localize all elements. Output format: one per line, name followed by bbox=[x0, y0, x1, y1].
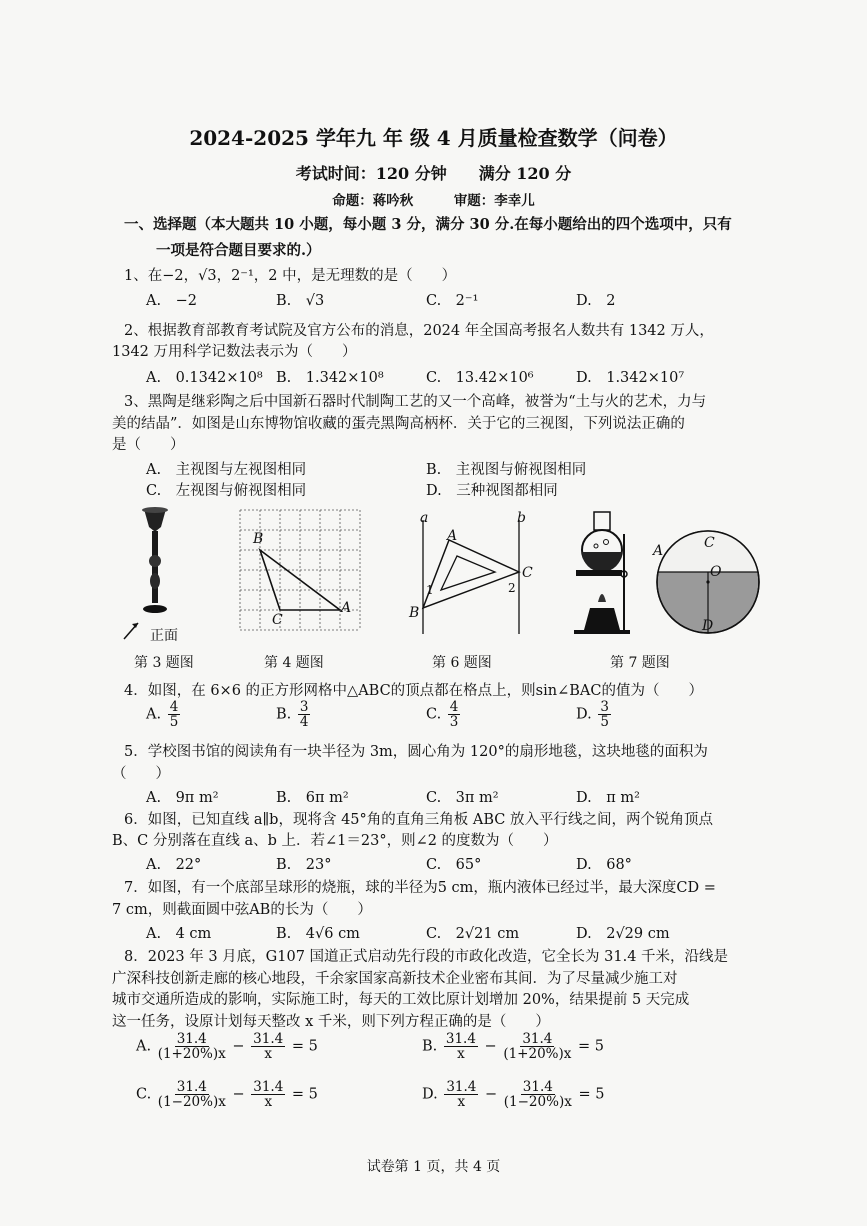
q6-option-d: D. 68° bbox=[576, 857, 632, 873]
q2-option-c: C. 13.42×10⁶ bbox=[426, 370, 534, 386]
q2-option-a: A. 0.1342×10⁸ bbox=[146, 370, 263, 386]
section-heading: 一、选择题（本大题共 10 小题，每小题 3 分，满分 30 分.在每小题给出的四个选项中，只有 bbox=[124, 216, 732, 233]
q7-option-c: C. 2√21 cm bbox=[426, 926, 520, 942]
question-7: 7．如图，有一个底部呈球形的烧瓶，球的半径为5 cm，瓶内液体已经过半，最大深度CD = bbox=[124, 880, 716, 896]
question-8-cont2: 城市交通所造成的影响，实际施工时，每天的工效比原计划增加 20%，结果提前 5 天完成 bbox=[112, 992, 690, 1008]
figure-6-label-b: B bbox=[409, 605, 420, 621]
q6-option-c: C. 65° bbox=[426, 857, 482, 873]
q3-option-d: D. 三种视图都相同 bbox=[426, 483, 558, 499]
question-8-cont1: 广深科技创新走廊的核心地段，千余家国家高新技术企业密布其间．为了尽量减少施工对 bbox=[112, 971, 678, 987]
exam-time-line: 考试时间：120 分钟 满分 120 分 bbox=[295, 164, 572, 183]
question-1: 1、在−2，√3，2⁻¹，2 中，是无理数的是（ ） bbox=[124, 268, 457, 284]
question-3: 3、黑陶是继彩陶之后中国新石器时代制陶工艺的又一个高峰，被誉为“土与火的艺术，力与 bbox=[124, 394, 707, 410]
question-2-cont: 1342 万用科学记数法表示为（ ） bbox=[112, 344, 357, 360]
q6-option-b: B. 23° bbox=[276, 857, 332, 873]
q7-option-d: D. 2√29 cm bbox=[576, 926, 670, 942]
q8-option-b: B. $\frac{31.4}{x}$ − $\frac{31.4}{(1+20\%)x}$ = 5 bbox=[422, 1031, 604, 1063]
figure-6-label-c: C bbox=[522, 565, 533, 581]
q8-option-c: C. $\frac{31.4}{(1-20\%)x}$ − $\frac{31.4}{x}$ = 5 bbox=[136, 1079, 318, 1111]
figure-7-label-c: C bbox=[704, 535, 715, 551]
q4-option-b: B. $\frac{3}{4}$ bbox=[276, 699, 309, 731]
section-heading-cont: 一项是符合题目要求的.） bbox=[156, 242, 321, 259]
figure-7-caption: 第 7 题图 bbox=[610, 655, 670, 671]
question-3-cont1: 美的结晶”．如图是山东博物馆收藏的蛋壳黑陶高柄杯．关于它的三视图，下列说法正确的 bbox=[112, 416, 685, 432]
q3-option-c: C. 左视图与俯视图相同 bbox=[146, 483, 307, 499]
figure-6-caption: 第 6 题图 bbox=[432, 655, 492, 671]
figure-6-label-a-line: a bbox=[420, 510, 429, 526]
q8-option-d: D. $\frac{31.4}{x}$ − $\frac{31.4}{(1-20\%)x}$ = 5 bbox=[422, 1079, 605, 1111]
figure-4-label-c: C bbox=[272, 612, 283, 628]
question-6-cont: B、C 分别落在直线 a、b 上．若∠1＝23°，则∠2 的度数为（ ） bbox=[112, 833, 558, 849]
q5-option-d: D. π m² bbox=[576, 790, 640, 806]
figure-6-angle-2: 2 bbox=[508, 581, 516, 595]
question-5: 5．学校图书馆的阅读角有一块半径为 3m，圆心角为 120°的扇形地毯，这块地毯的面积为 bbox=[124, 744, 708, 760]
question-2: 2、根据教育部教育考试院及官方公布的消息，2024 年全国高考报名人数共有 1342 万人， bbox=[124, 323, 714, 339]
figure-6-label-a: A bbox=[447, 528, 458, 544]
figure-3-pottery-cup bbox=[120, 505, 190, 645]
q5-option-c: C. 3π m² bbox=[426, 790, 499, 806]
figure-4-label-a: A bbox=[341, 600, 352, 616]
q3-option-a: A. 主视图与左视图相同 bbox=[146, 462, 307, 478]
figure-4-label-b: B bbox=[253, 531, 264, 547]
figure-7-label-d: D bbox=[702, 618, 714, 634]
q5-option-b: B. 6π m² bbox=[276, 790, 349, 806]
question-5-cont: （ ） bbox=[112, 766, 170, 782]
q2-option-b: B. 1.342×10⁸ bbox=[276, 370, 384, 386]
figure-6-angle-1: 1 bbox=[426, 583, 434, 597]
figure-7-label-o: O bbox=[710, 564, 722, 580]
q4-option-d: D. $\frac{3}{5}$ bbox=[576, 699, 609, 731]
page-title: 2024-2025 学年九 年 级 4 月质量检查数学（问卷） bbox=[189, 126, 678, 150]
figure-7-flask-apparatus bbox=[570, 506, 634, 636]
q1-option-b: B. √3 bbox=[276, 293, 325, 309]
q1-option-c: C. 2⁻¹ bbox=[426, 293, 479, 309]
q1-option-d: D. 2 bbox=[576, 293, 616, 309]
q5-option-a: A. 9π m² bbox=[146, 790, 219, 806]
figure-7-label-a: A bbox=[653, 543, 664, 559]
question-4: 4．如图，在 6×6 的正方形网格中△ABC的顶点都在格点上，则sin∠BAC的值为（ ） bbox=[124, 683, 703, 699]
q4-option-c: C. $\frac{4}{3}$ bbox=[426, 699, 459, 731]
figure-3-front-label: 正面 bbox=[150, 628, 178, 644]
q8-option-a: A. $\frac{31.4}{(1+20\%)x}$ − $\frac{31.4}{x}$ = 5 bbox=[136, 1031, 318, 1063]
figure-6-label-b-line: b bbox=[517, 510, 526, 526]
question-7-cont: 7 cm，则截面圆中弦AB的长为（ ） bbox=[112, 902, 372, 918]
q6-option-a: A. 22° bbox=[146, 857, 202, 873]
figure-3-caption: 第 3 题图 bbox=[134, 655, 194, 671]
question-6: 6．如图，已知直线 a∥b，现将含 45°角的直角三角板 ABC 放入平行线之间，两个锐角顶点 bbox=[124, 812, 713, 828]
q3-option-b: B. 主视图与俯视图相同 bbox=[426, 462, 587, 478]
question-3-cont2: 是（ ） bbox=[112, 437, 185, 453]
figure-4-caption: 第 4 题图 bbox=[264, 655, 324, 671]
q1-option-a: A. −2 bbox=[146, 293, 197, 309]
q7-option-a: A. 4 cm bbox=[146, 926, 212, 942]
q4-option-a: A. $\frac{4}{5}$ bbox=[146, 699, 179, 731]
author-line: 命题：蒋吟秋 审题：李幸儿 bbox=[332, 193, 535, 209]
question-8-cont3: 这一任务，设原计划每天整改 x 千米，则下列方程正确的是（ ） bbox=[112, 1014, 550, 1030]
page-footer: 试卷第 1 页，共 4 页 bbox=[366, 1159, 501, 1175]
question-8: 8．2023 年 3 月底，G107 国道正式启动先行段的市政化改造，它全长为 31.4 千米，沿线是 bbox=[124, 949, 729, 965]
q2-option-d: D. 1.342×10⁷ bbox=[576, 370, 685, 386]
q7-option-b: B. 4√6 cm bbox=[276, 926, 360, 942]
